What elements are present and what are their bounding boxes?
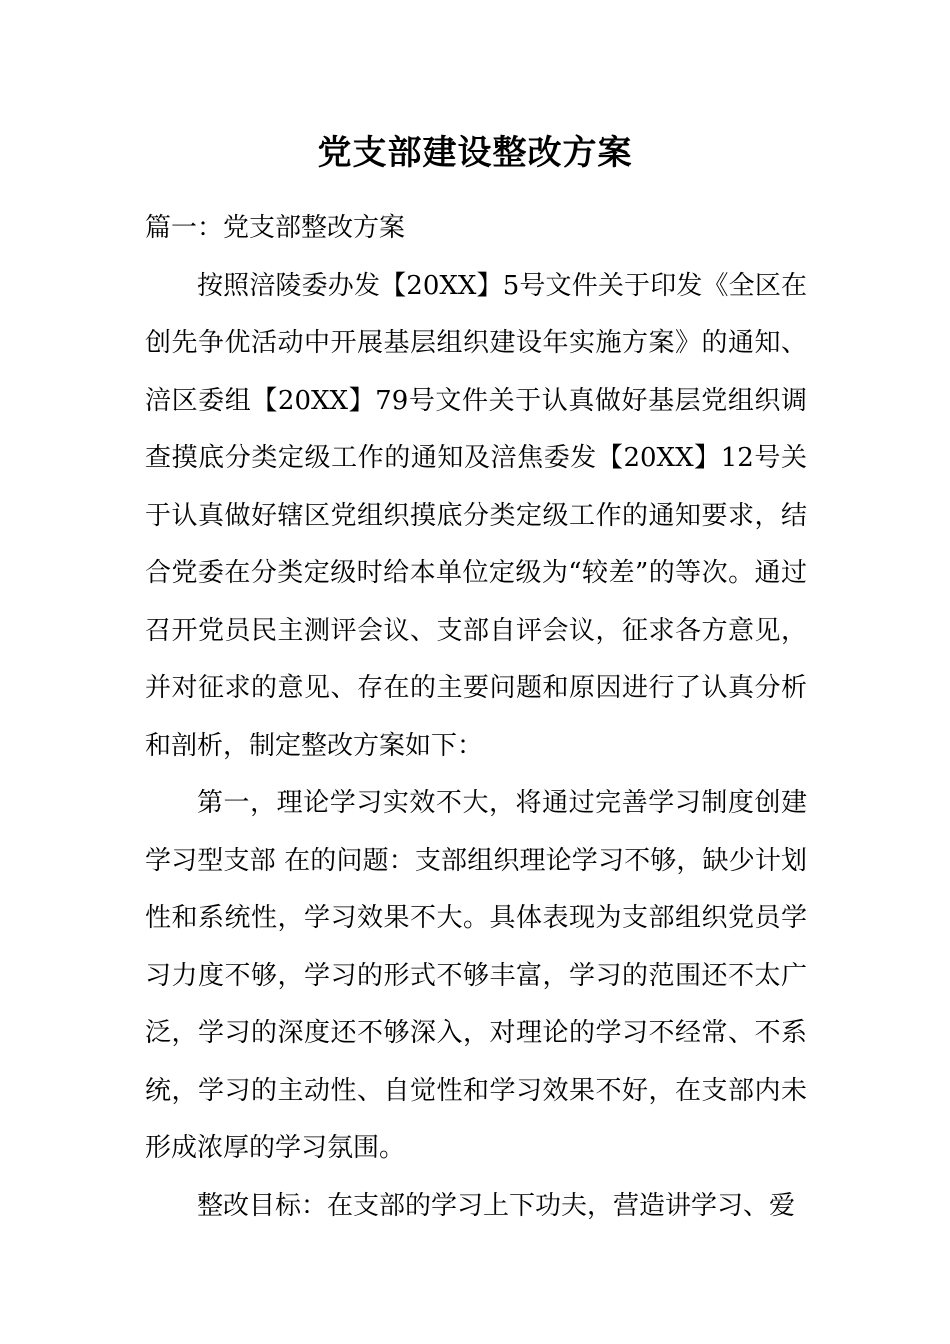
document-title: 党支部建设整改方案 (317, 133, 633, 173)
document-body (145, 200, 807, 1235)
paragraph-intro: 按照涪陵委办发【20XX】5号文件关于印发《全区在创先争优活动中开展基层组织建设年实施方案》的通知、涪区委组【20XX】79号文件关于认真做好基层党组织调查摸底分类定级工作的通知及涪焦委发【20XX】12号关于认真做好辖区党组织摸底分类定级工作的通知要求，结合党委在分类定级时给本单位定级为“较差”的等次。通过召开党员民主测评会议、支部自评会议，征求各方意见，并对征求的意见、存在的主要问题和原因进行了认真分析和剖析，制定整改方案如下： (145, 270, 807, 761)
paragraph-rectification-goal: 整改目标：在支部的学习上下功夫，营造讲学习、爱 (197, 1190, 796, 1221)
section-heading: 篇一：党支部整改方案 (145, 213, 406, 243)
paragraph-first-issue: 第一，理论学习实效不大，将通过完善学习制度创建学习型支部 在的问题：支部组织理论学习不够，缺少计划性和系统性，学习效果不大。具体表现为支部组织党员学习力度不够，学习的形式不够丰富，学习的范围还不太广泛，学习的深度还不够深入，对理论的学习不经常、不系统，学习的主动性、自觉性和学习效果不好，在支部内未形成浓厚的学习氛围。 (145, 788, 807, 1163)
